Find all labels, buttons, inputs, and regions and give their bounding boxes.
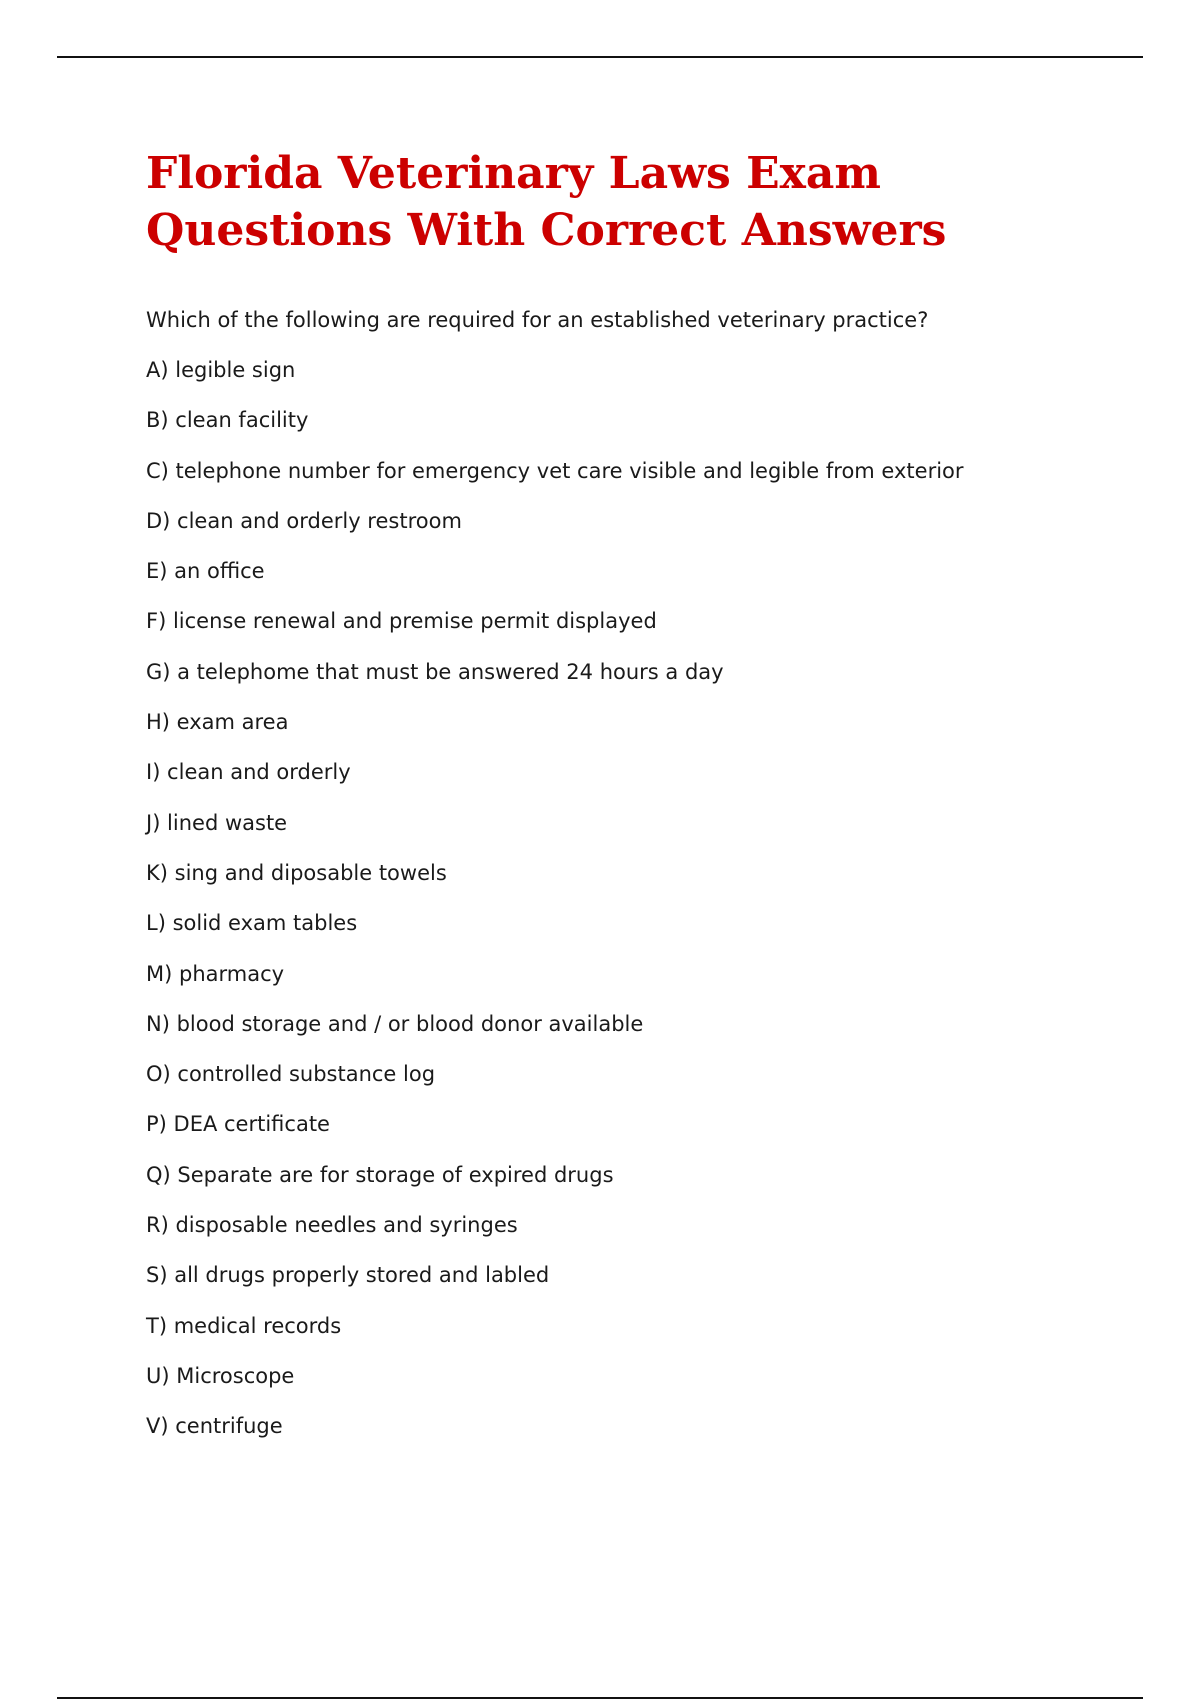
- answer-option-g: G) a telephome that must be answered 24 hours a day: [146, 659, 724, 684]
- answer-option-e: E) an office: [146, 559, 265, 584]
- bottom-rule: [57, 1697, 1143, 1699]
- answer-option-c: C) telephone number for emergency vet care visible and legible from exterior: [146, 458, 964, 483]
- answer-option-r: R) disposable needles and syringes: [146, 1213, 518, 1238]
- answer-option-b: B) clean facility: [146, 408, 309, 433]
- question-text: Which of the following are required for an established veterinary practice?: [146, 308, 929, 332]
- answer-option-d: D) clean and orderly restroom: [146, 508, 462, 533]
- answer-option-k: K) sing and diposable towels: [146, 860, 447, 885]
- answer-option-m: M) pharmacy: [146, 961, 285, 986]
- answer-option-s: S) all drugs properly stored and labled: [146, 1263, 550, 1288]
- answer-option-u: U) Microscope: [146, 1363, 295, 1388]
- answer-option-n: N) blood storage and / or blood donor available: [146, 1011, 644, 1036]
- answer-option-f: F) license renewal and premise permit displayed: [146, 609, 657, 634]
- answer-options-list: [146, 356, 964, 1463]
- answer-option-p: P) DEA certificate: [146, 1112, 330, 1137]
- answer-option-j: J) lined waste: [146, 810, 288, 835]
- answer-option-o: O) controlled substance log: [146, 1062, 436, 1087]
- top-rule: [57, 56, 1143, 58]
- answer-option-q: Q) Separate are for storage of expired drugs: [146, 1162, 614, 1187]
- answer-option-h: H) exam area: [146, 710, 289, 735]
- answer-option-i: I) clean and orderly: [146, 760, 351, 785]
- document-title: Florida Veterinary Laws Exam Questions With Correct Answers: [146, 148, 947, 256]
- answer-option-a: A) legible sign: [146, 358, 296, 382]
- answer-option-l: L) solid exam tables: [146, 911, 358, 936]
- answer-option-v: V) centrifuge: [146, 1414, 283, 1439]
- answer-option-t: T) medical records: [146, 1313, 342, 1338]
